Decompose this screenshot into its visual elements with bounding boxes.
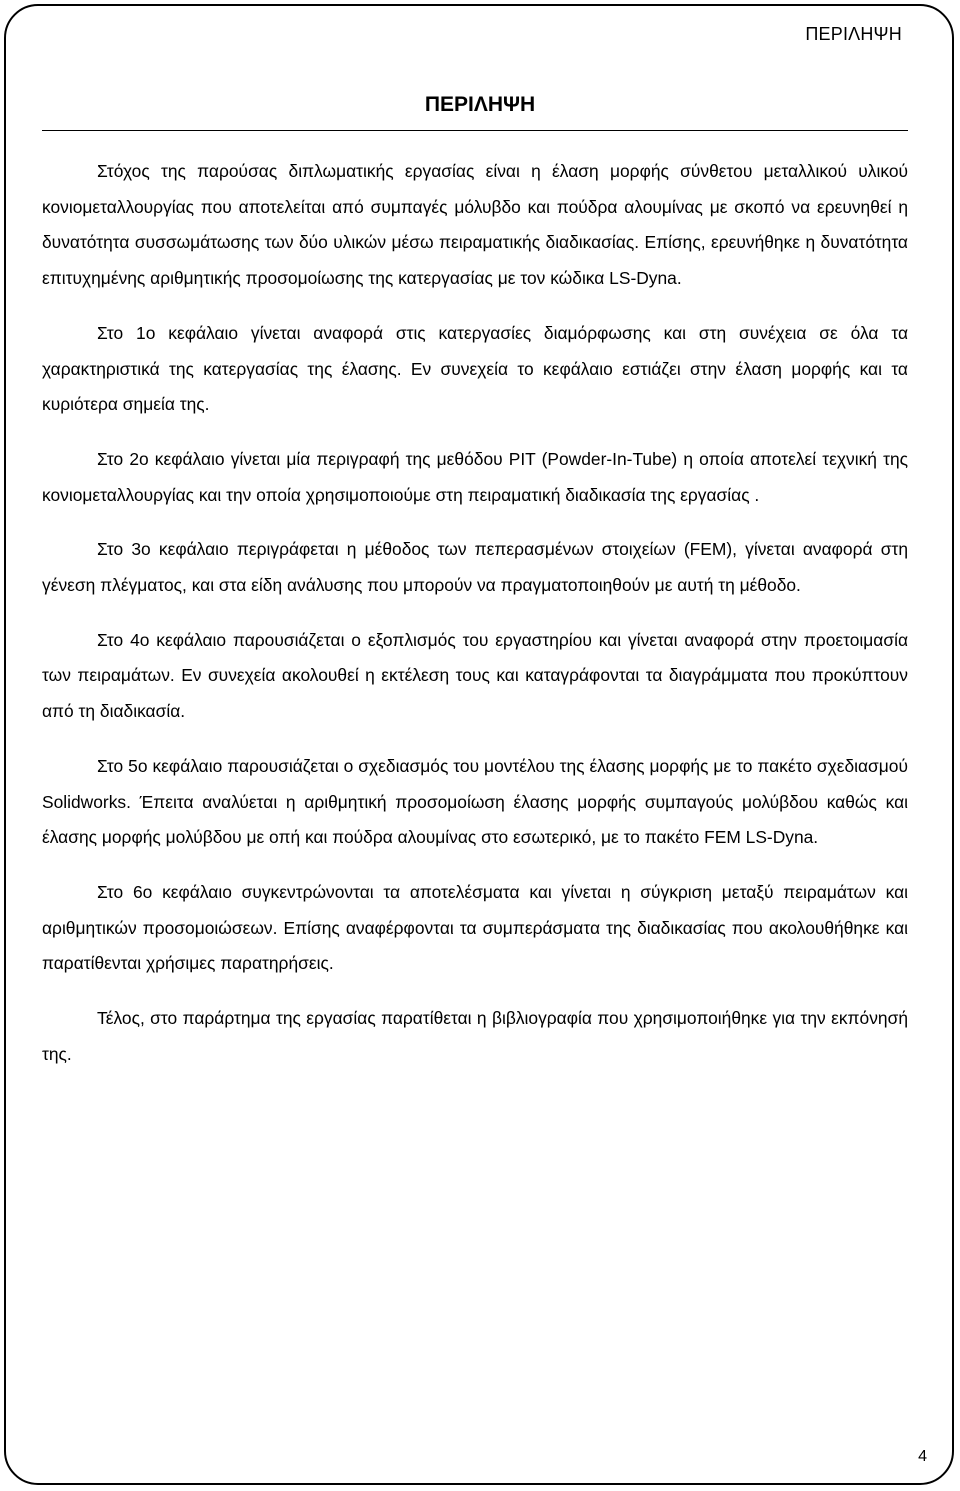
paragraph-chapter-5: Στο 5ο κεφάλαιο παρουσιάζεται ο σχεδιασμός του μοντέλου της έλασης μορφής με το πακέτο σχεδιασμού Solidworks. Έπειτα αναλύεται η αριθμητική προσομοίωση έλασης μορφής συμπαγούς μολύβδου καθώς και έλασης μορφής μολύβδου με οπή και πούδρα αλουμίνας στο εσωτερικό, με το πακέτο FEM LS-Dyna.: [42, 755, 908, 848]
paragraph-objective: Στόχος της παρούσας διπλωματικής εργασίας είναι η έλαση μορφής σύνθετου μεταλλικού υλικού κονιομεταλλουργίας που αποτελείται από συμπαγές μόλυβδο και πούδρα αλουμίνας με σκοπό να ερευνηθεί η δυνατότητα συσσωμάτωσης των δύο υλικών μέσω πειραματικής διαδικασίας. Επίσης, ερευνήθηκε η δυνατότητα επιτυχημένης αριθμητικής προσομοίωσης της κατεργασίας με τον κώδικα LS-Dyna.: [42, 161, 908, 289]
abstract-body: [42, 154, 908, 1091]
title-underline-divider: [42, 130, 908, 131]
page-title: ΠΕΡΙΛΗΨΗ: [424, 93, 536, 116]
paragraph-chapter-6: Στο 6ο κεφάλαιο συγκεντρώνονται τα αποτελέσματα και γίνεται η σύγκριση μεταξύ πειραμάτων και αριθμητικών προσομοιώσεων. Επίσης αναφέρφονται τα συμπεράσματα της διαδικασίας που ακολουθήθηκε και παρατίθενται χρήσιμες παρατηρήσεις.: [42, 881, 908, 974]
paragraph-closing: Τέλος, στο παράρτημα της εργασίας παρατίθεται η βιβλιογραφία που χρησιμοποιήθηκε για την εκπόνησή της.: [42, 1008, 908, 1064]
page-number: 4: [918, 1448, 927, 1465]
paragraph-chapter-1: Στο 1ο κεφάλαιο γίνεται αναφορά στις κατεργασίες διαμόρφωσης και στη συνέχεια σε όλα τα χαρακτηριστικά της κατεργασίας της έλασης. Εν συνεχεία το κεφάλαιο εστιάζει στην έλαση μορφής και τα κυριότερα σημεία της.: [42, 322, 908, 415]
paragraph-chapter-3: Στο 3ο κεφάλαιο περιγράφεται η μέθοδος των πεπερασμένων στοιχείων (FEM), γίνεται αναφορά στη γένεση πλέγματος, και στα είδη ανάλυσης που μπορούν να πραγματοποιηθούν με αυτή τη μέθοδο.: [42, 539, 908, 596]
running-header: ΠΕΡΙΛΗΨΗ: [805, 24, 902, 44]
paragraph-chapter-2: Στο 2ο κεφάλαιο γίνεται μία περιγραφή της μεθόδου PIT (Powder-In-Tube) η οποία αποτελεί τεχνική της κονιομεταλλουργίας και την οποία χρησιμοποιούμε στη πειραματική διαδικασία της εργασίας .: [42, 448, 908, 505]
paragraph-chapter-4: Στο 4ο κεφάλαιο παρουσιάζεται ο εξοπλισμός του εργαστηρίου και γίνεται αναφορά στην προετοιμασία των πειραμάτων. Εν συνεχεία ακολουθεί η εκτέλεση τους και καταγράφονται τα διαγράμματα που προκύπτουν από τη διαδικασία.: [42, 629, 908, 722]
